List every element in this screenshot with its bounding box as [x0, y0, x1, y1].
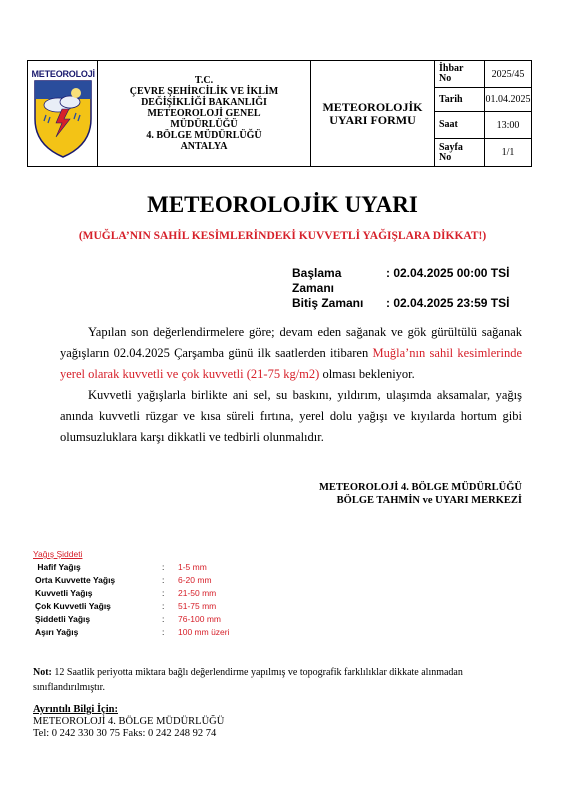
form-title-line: METEOROLOJİK: [322, 99, 423, 114]
start-value: : 02.04.2025 00:00 TSİ: [386, 266, 510, 280]
body-paragraph-2: Kuvvetli yağışlarla birlikte ani sel, su baskını, yıldırım, ulaşımda aksamalar, yağış anında kuvvetli rüzgar ve kısa süreli fırtına, yerel dolu yağışı ve kıyılarda hortum gibi olumsuzluklara karşı dikkatli ve tedbirli olunmalıdır.: [60, 388, 522, 444]
start-time-row: [292, 266, 509, 296]
field-label-line: Sayfa: [439, 141, 463, 153]
scale-value: 100 mm üzeri: [178, 627, 230, 637]
scale-value: 6-20 mm: [178, 575, 212, 585]
scale-row: [33, 574, 230, 587]
scale-colon: :: [162, 575, 165, 585]
body-text: Yapılan son değerlendirmelere göre; devam eden sağanak ve gök gürültülü sağanak yağışların 02.04.2025 Çarşamba günü ilk saatlerden itibaren: [60, 325, 522, 360]
note: [33, 665, 533, 695]
note-text: 12 Saatlik periyotta miktara bağlı değerlendirme yapılmış ve topografik farklılıklar dikkate alınmadan sınıflandırılmıştır.: [33, 667, 463, 693]
meteoroloji-logo: [32, 69, 94, 159]
body-paragraph-1: [60, 322, 522, 385]
scale-colon: :: [162, 588, 165, 598]
scale-row: [33, 613, 230, 626]
precipitation-scale: [33, 549, 230, 639]
field-label-line: Tarih: [439, 93, 463, 105]
scale-heading: Yağış Şiddeti: [33, 549, 83, 559]
field-label: [435, 88, 485, 112]
scale-value: 76-100 mm: [178, 614, 221, 624]
logo-text: METEOROLOJİ: [31, 68, 95, 79]
field-label-line: No: [439, 151, 452, 163]
scale-name: Orta Kuvvette Yağış: [35, 575, 116, 585]
scale-row: [33, 587, 230, 600]
scale-value: 1-5 mm: [178, 562, 207, 572]
end-label: Bitiş Zamanı: [292, 296, 364, 310]
start-label: Başlama Zamanı: [292, 266, 342, 295]
scale-row: [33, 600, 230, 613]
org-line: DEĞİŞİKLİĞİ BAKANLIĞI: [141, 97, 267, 108]
org-line: T.C.: [194, 75, 214, 86]
field-label: [435, 112, 485, 139]
body-text: olması bekleniyor.: [319, 367, 415, 381]
page-title: METEOROLOJİK UYARI: [147, 192, 418, 217]
shield-logo-icon: [32, 69, 94, 159]
field-label: [435, 139, 485, 167]
org-line: METEOROLOJİ GENEL: [147, 108, 261, 119]
scale-name: Kuvvetli Yağış: [35, 588, 93, 598]
field-label-line: No: [439, 73, 452, 84]
scale-value: 51-75 mm: [178, 601, 217, 611]
scale-name: Şiddetli Yağış: [35, 614, 91, 624]
end-value: : 02.04.2025 23:59 TSİ: [386, 296, 510, 310]
org-line: MÜDÜRLÜĞÜ: [170, 119, 238, 130]
scale-row: [33, 626, 230, 639]
signature-line: METEOROLOJİ 4. BÖLGE MÜDÜRLÜĞÜ: [318, 482, 522, 493]
contact-phone: Tel: 0 242 330 30 75 Faks: 0 242 248 92 74: [33, 728, 217, 739]
org-line: 4. BÖLGE MÜDÜRLÜĞÜ: [146, 130, 262, 141]
field-value: 13:00: [485, 112, 532, 139]
field-label-line: İhbar: [439, 63, 464, 74]
warning-subtitle: (MUĞLA’NIN SAHİL KESİMLERİNDEKİ KUVVETLİ YAĞIŞLARA DİKKAT!): [78, 230, 487, 242]
field-label-line: Saat: [439, 119, 458, 130]
contact-line: METEOROLOJİ 4. BÖLGE MÜDÜRLÜĞÜ: [33, 716, 225, 727]
scale-name: Aşırı Yağış: [35, 627, 79, 637]
signature-block: [240, 481, 522, 507]
header-table: [27, 60, 532, 167]
warning-times: [292, 266, 509, 311]
scale-name: Çok Kuvvetli Yağış: [35, 601, 111, 611]
warning-body: [60, 322, 522, 448]
signature-line: BÖLGE TAHMİN ve UYARI MERKEZİ: [336, 495, 522, 506]
contact-heading: Ayrıntılı Bilgi İçin:: [33, 704, 118, 715]
field-label: [435, 61, 485, 88]
field-value: 1/1: [485, 139, 532, 167]
highlighted-region: Muğla’nın sahil kesimlerinde yerel olarak kuvvetli ve çok kuvvetli (21-75 kg/m2): [60, 346, 522, 381]
org-line: ÇEVRE ŞEHİRCİLİK VE İKLİM: [129, 86, 279, 97]
org-line: ANTALYA: [180, 141, 228, 152]
end-time-row: [292, 296, 509, 311]
field-value: 2025/45: [485, 61, 532, 88]
field-value: 01.04.2025: [485, 88, 532, 112]
form-title-line: UYARI FORMU: [329, 112, 416, 127]
scale-colon: :: [162, 562, 165, 572]
scale-row: [33, 561, 230, 574]
scale-name: Hafif Yağış: [35, 562, 81, 572]
note-label: Not:: [33, 667, 52, 678]
scale-colon: :: [162, 601, 165, 611]
scale-colon: :: [162, 614, 165, 624]
organization-name: [98, 61, 311, 167]
scale-colon: :: [162, 627, 165, 637]
contact-block: [33, 704, 224, 740]
form-title: [311, 61, 435, 167]
scale-value: 21-50 mm: [178, 588, 217, 598]
logo-cell: [28, 61, 98, 167]
